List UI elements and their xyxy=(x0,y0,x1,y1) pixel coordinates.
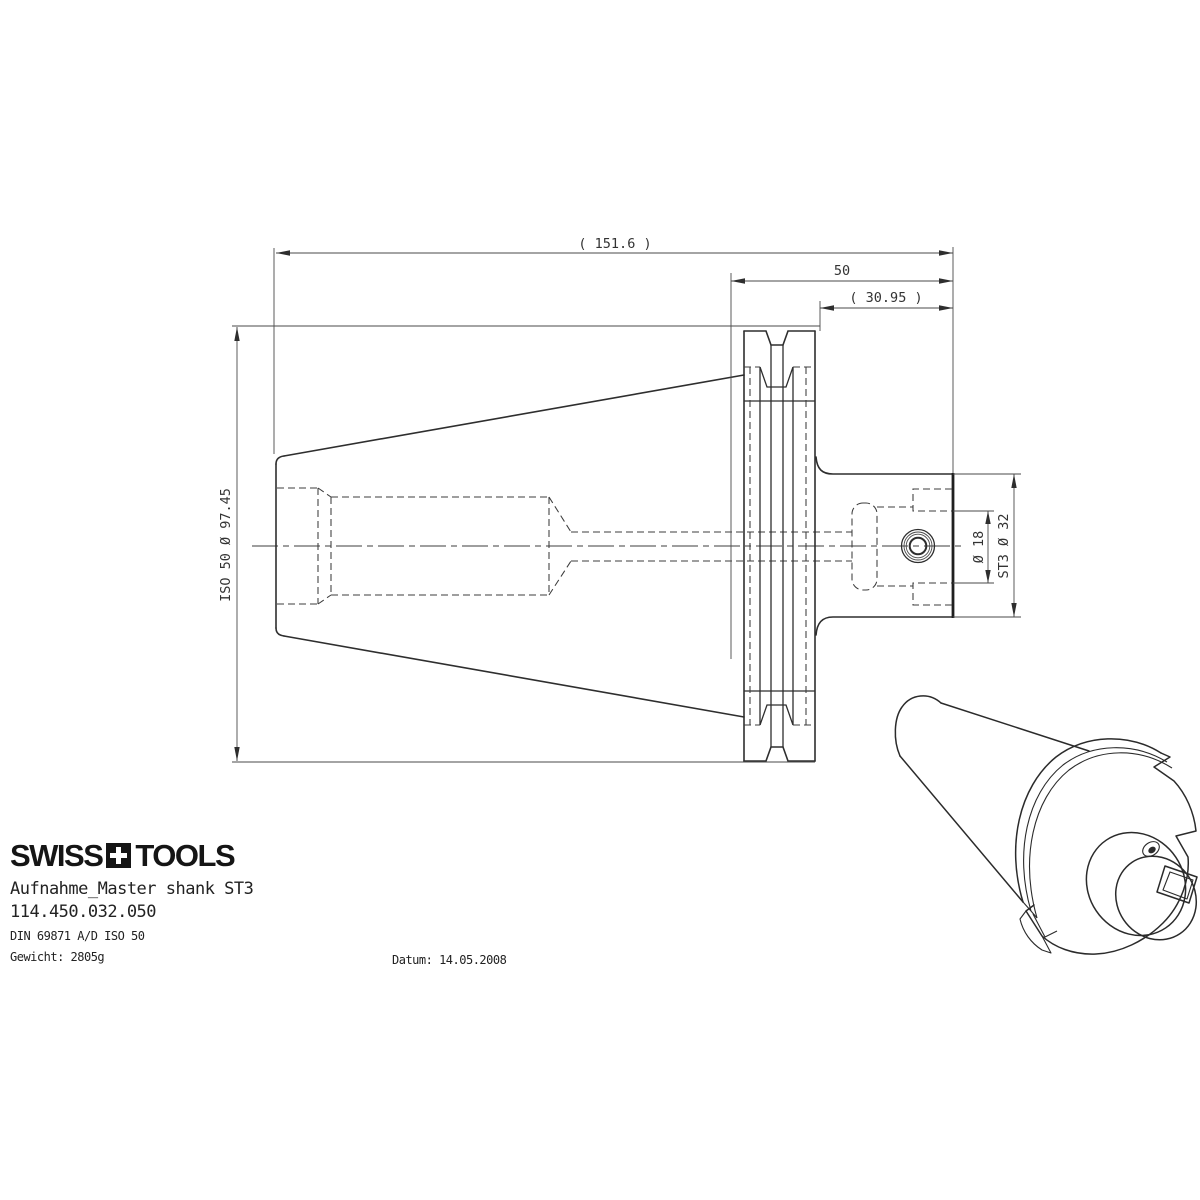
front-view xyxy=(252,331,963,761)
dim-label-bore-diameter: Ø 18 xyxy=(971,530,987,564)
iso-drive-lug xyxy=(1020,911,1057,953)
logo-text-swiss: SWISS xyxy=(10,837,103,873)
dim-spigot-diameter xyxy=(996,474,1017,617)
iso-view xyxy=(895,696,1200,956)
date-label: Datum: 14.05.2008 xyxy=(392,953,507,967)
dim-head-length xyxy=(820,290,953,311)
extension-lines xyxy=(232,247,1021,762)
iso-cone xyxy=(895,696,941,756)
dim-shank-diameter xyxy=(218,327,240,761)
dim-label-spigot-diameter: ST3 Ø 32 xyxy=(996,513,1012,579)
article-number: 114.450.032.050 xyxy=(10,902,157,922)
swisstools-logo xyxy=(10,837,253,873)
dim-label-shank-diameter: ISO 50 Ø 97.45 xyxy=(218,488,234,602)
dim-bore-diameter xyxy=(971,511,991,583)
logo-text-tools: TOOLS xyxy=(135,837,235,873)
dim-label-head-length: ( 30.95 ) xyxy=(849,290,923,306)
iso-flange-rings xyxy=(1016,739,1172,918)
dimensions xyxy=(218,236,1021,762)
iso-square-hole xyxy=(1157,866,1197,903)
dim-label-body-length: 50 xyxy=(833,263,851,279)
product-name: Aufnahme_Master shank ST3 xyxy=(10,879,254,899)
swiss-cross-icon xyxy=(106,843,131,868)
dim-label-overall-length: ( 151.6 ) xyxy=(578,236,652,252)
dim-overall-length xyxy=(276,236,953,256)
dim-body-length xyxy=(731,263,953,284)
title-block xyxy=(10,837,254,964)
weight-label: Gewicht: 2805g xyxy=(10,950,105,964)
standard-spec: DIN 69871 A/D ISO 50 xyxy=(10,929,145,943)
